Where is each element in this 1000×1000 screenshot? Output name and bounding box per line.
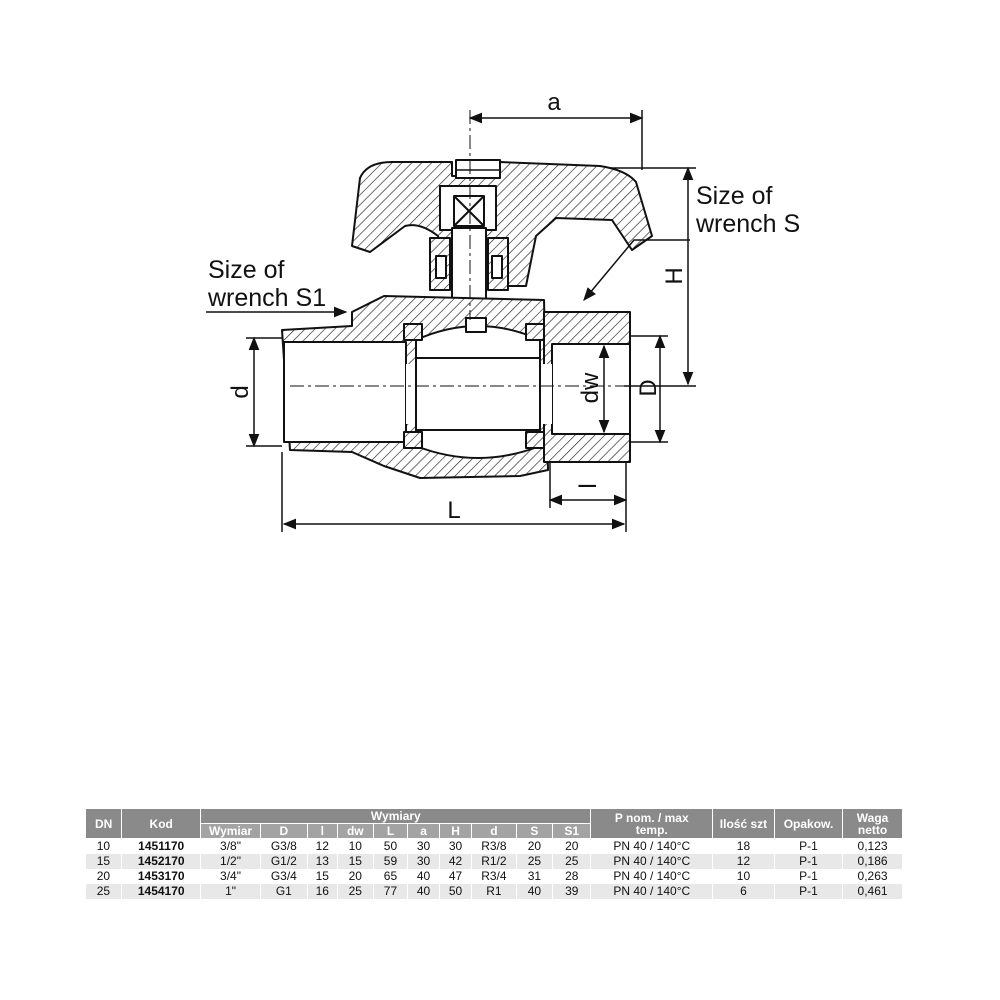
cell-dw: 25 xyxy=(337,884,373,899)
cell-l: 15 xyxy=(307,869,337,884)
cell-H: 42 xyxy=(440,854,472,869)
cell-d: R1/2 xyxy=(472,854,517,869)
subheader-l: l xyxy=(307,824,337,839)
cell-d: R3/8 xyxy=(472,839,517,855)
cell-a: 40 xyxy=(408,884,440,899)
cell-H: 50 xyxy=(440,884,472,899)
cell-D: G1 xyxy=(260,884,307,899)
subheader-d: d xyxy=(472,824,517,839)
subheader-wymiar: Wymiar xyxy=(201,824,261,839)
cell-ilosc: 10 xyxy=(713,869,775,884)
table-row xyxy=(86,839,903,855)
label-L: L xyxy=(447,497,461,524)
label-wrench-s1-2: wrench S1 xyxy=(208,284,327,312)
cell-l: 12 xyxy=(307,839,337,855)
cell-l: 16 xyxy=(307,884,337,899)
cell-waga: 0,263 xyxy=(843,869,903,884)
cell-p-nom: PN 40 / 140°C xyxy=(591,869,713,884)
seat-left-top xyxy=(404,324,422,340)
ball-port xyxy=(416,358,540,430)
label-H: H xyxy=(661,267,688,285)
cell-opakow: P-1 xyxy=(774,839,842,855)
seat-right-top xyxy=(526,324,544,340)
header-opakow: Opakow. xyxy=(774,809,842,839)
header-waga: Waga netto xyxy=(843,809,903,839)
label-wrench-s-2: wrench S xyxy=(696,210,801,238)
subheader-H: H xyxy=(440,824,472,839)
cell-S1: 39 xyxy=(553,884,591,899)
label-l: l xyxy=(575,483,602,489)
cell-l: 13 xyxy=(307,854,337,869)
cell-wymiar: 1" xyxy=(201,884,261,899)
cell-L: 77 xyxy=(373,884,407,899)
cell-wymiar: 3/8" xyxy=(201,839,261,855)
cell-S: 25 xyxy=(516,854,552,869)
cell-kod: 1454170 xyxy=(122,884,201,899)
subheader-dw: dw xyxy=(337,824,373,839)
cell-H: 30 xyxy=(440,839,472,855)
cell-H: 47 xyxy=(440,869,472,884)
valve-section xyxy=(282,110,652,478)
cell-ilosc: 18 xyxy=(713,839,775,855)
cell-opakow: P-1 xyxy=(774,884,842,899)
cell-D: G3/8 xyxy=(260,839,307,855)
header-p-nom: P nom. / max temp. xyxy=(591,809,713,839)
cell-waga: 0,186 xyxy=(843,854,903,869)
cell-kod: 1452170 xyxy=(122,854,201,869)
label-wrench-s1-1: Size of xyxy=(208,256,285,284)
cell-opakow: P-1 xyxy=(774,869,842,884)
subheader-a: a xyxy=(408,824,440,839)
cell-dn: 15 xyxy=(86,854,122,869)
cell-waga: 0,461 xyxy=(843,884,903,899)
subheader-S1: S1 xyxy=(553,824,591,839)
header-ilosc: Ilość szt xyxy=(713,809,775,839)
specification-table xyxy=(85,808,903,899)
label-a: a xyxy=(547,89,561,116)
cell-D: G1/2 xyxy=(260,854,307,869)
cell-dw: 15 xyxy=(337,854,373,869)
table-row xyxy=(86,884,903,899)
cell-S: 40 xyxy=(516,884,552,899)
cell-L: 50 xyxy=(373,839,407,855)
label-dw: dw xyxy=(577,372,604,404)
cell-ilosc: 12 xyxy=(713,854,775,869)
table-row xyxy=(86,869,903,884)
subheader-S: S xyxy=(516,824,552,839)
cell-a: 30 xyxy=(408,854,440,869)
cell-p-nom: PN 40 / 140°C xyxy=(591,884,713,899)
label-D: D xyxy=(635,379,662,397)
cell-kod: 1451170 xyxy=(122,839,201,855)
cell-waga: 0,123 xyxy=(843,839,903,855)
stem-slot xyxy=(466,318,486,332)
subheader-L: L xyxy=(373,824,407,839)
label-wrench-s-1: Size of xyxy=(696,182,773,210)
cell-dn: 20 xyxy=(86,869,122,884)
cell-a: 30 xyxy=(408,839,440,855)
cell-p-nom: PN 40 / 140°C xyxy=(591,839,713,855)
cell-dw: 10 xyxy=(337,839,373,855)
cell-d: R3/4 xyxy=(472,869,517,884)
header-wymiary: Wymiary xyxy=(201,809,591,824)
cell-S: 20 xyxy=(516,839,552,855)
cell-S: 31 xyxy=(516,869,552,884)
cell-a: 40 xyxy=(408,869,440,884)
header-dn: DN xyxy=(86,809,122,839)
cell-S1: 20 xyxy=(553,839,591,855)
cell-d: R1 xyxy=(472,884,517,899)
label-d: d xyxy=(227,385,254,399)
cell-dn: 10 xyxy=(86,839,122,855)
cell-kod: 1453170 xyxy=(122,869,201,884)
stem xyxy=(452,228,486,308)
left-bore xyxy=(284,342,406,442)
cell-L: 65 xyxy=(373,869,407,884)
subheader-D: D xyxy=(260,824,307,839)
cell-D: G3/4 xyxy=(260,869,307,884)
cell-L: 59 xyxy=(373,854,407,869)
cell-dn: 25 xyxy=(86,884,122,899)
cell-wymiar: 3/4" xyxy=(201,869,261,884)
cell-ilosc: 6 xyxy=(713,884,775,899)
cell-p-nom: PN 40 / 140°C xyxy=(591,854,713,869)
seat-left-bottom xyxy=(404,432,422,448)
cell-wymiar: 1/2" xyxy=(201,854,261,869)
seat-right-bottom xyxy=(526,432,544,448)
cell-opakow: P-1 xyxy=(774,854,842,869)
header-kod: Kod xyxy=(122,809,201,839)
screw-head xyxy=(456,160,500,178)
cell-S1: 25 xyxy=(553,854,591,869)
table-row xyxy=(86,854,903,869)
cell-S1: 28 xyxy=(553,869,591,884)
cell-dw: 20 xyxy=(337,869,373,884)
